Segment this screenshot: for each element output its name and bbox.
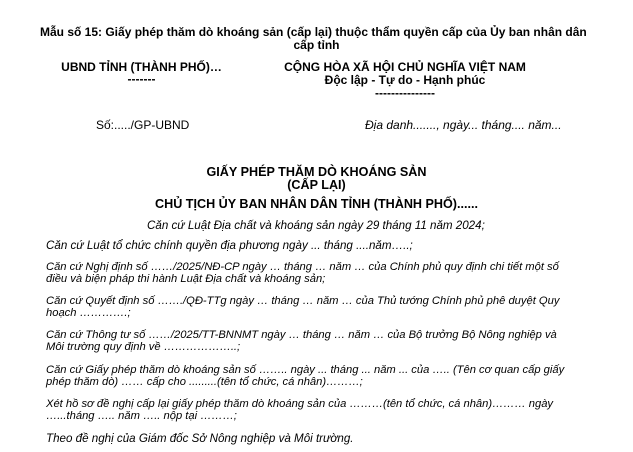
basis-decision-line1: Căn cứ Quyết định số ……./QĐ-TTg ngày … tháng … năm … của Thủ tướng Chính phủ phê duyệt Quy [46, 295, 560, 307]
form-title-continued: cấp tỉnh [293, 38, 340, 52]
basis-decision-line2: hoạch ………….; [46, 307, 131, 319]
issuer-name: UBND TỈNH (THÀNH PHỐ)… [61, 60, 222, 74]
basis-circular-line2: Môi trường quy định về ………………..; [46, 341, 241, 353]
proposal-basis: Theo đề nghị của Giám đốc Sở Nông nghiệp và Môi trường. [46, 432, 354, 445]
basis-license-line1: Căn cứ Giấy phép thăm dò khoáng sản số …….. ngày ... tháng ... năm ... của ….. (Tên cơ quan cấp giấy [46, 364, 565, 376]
review-dossier-line1: Xét hồ sơ đề nghị cấp lại giấy phép thăm dò khoáng sản của ………(tên tổ chức, cá nhân)……… ngày [46, 398, 554, 410]
basis-license-line2: phép thăm dò) …… cấp cho .........(tên tổ chức, cá nhân)………; [46, 376, 363, 388]
motto: Độc lập - Tự do - Hạnh phúc [324, 73, 486, 87]
nation-name: CỘNG HÒA XÃ HỘI CHỦ NGHĨA VIỆT NAM [284, 60, 526, 74]
place-date: Địa danh......., ngày... tháng.... năm... [365, 118, 562, 132]
document-subtitle: (CẤP LẠI) [287, 178, 346, 192]
basis-decree-line1: Căn cứ Nghị định số ……/2025/NĐ-CP ngày … tháng … năm … của Chính phủ quy định chi tiết một số [46, 261, 559, 273]
form-title: Mẫu số 15: Giấy phép thăm dò khoáng sản (cấp lại) thuộc thẩm quyền cấp của Ủy ban nhân dân [40, 25, 587, 39]
basis-circular-line1: Căn cứ Thông tư số ……/2025/TT-BNNMT ngày … tháng … năm … của Bộ trưởng Bộ Nông nghiệp và [46, 329, 557, 341]
issuing-authority: CHỦ TỊCH ỦY BAN NHÂN DÂN TỈNH (THÀNH PHỐ)...... [155, 197, 478, 211]
issuer-rule: ------- [127, 72, 156, 86]
basis-decree-line2: điều và biện pháp thi hành Luật Địa chất và khoáng sản; [46, 273, 326, 285]
review-dossier-line2: …...tháng ….. năm ….. nộp tại ………; [46, 410, 237, 422]
motto-rule: --------------- [375, 86, 435, 100]
basis-geology-law: Căn cứ Luật Địa chất và khoáng sản ngày 29 tháng 11 năm 2024; [147, 219, 485, 232]
document-title: GIẤY PHÉP THĂM DÒ KHOÁNG SẢN [206, 165, 427, 179]
basis-local-government-law: Căn cứ Luật tổ chức chính quyền địa phương ngày ... tháng ....năm…..; [46, 239, 413, 252]
document-number: Số:...../GP-UBND [96, 118, 190, 132]
